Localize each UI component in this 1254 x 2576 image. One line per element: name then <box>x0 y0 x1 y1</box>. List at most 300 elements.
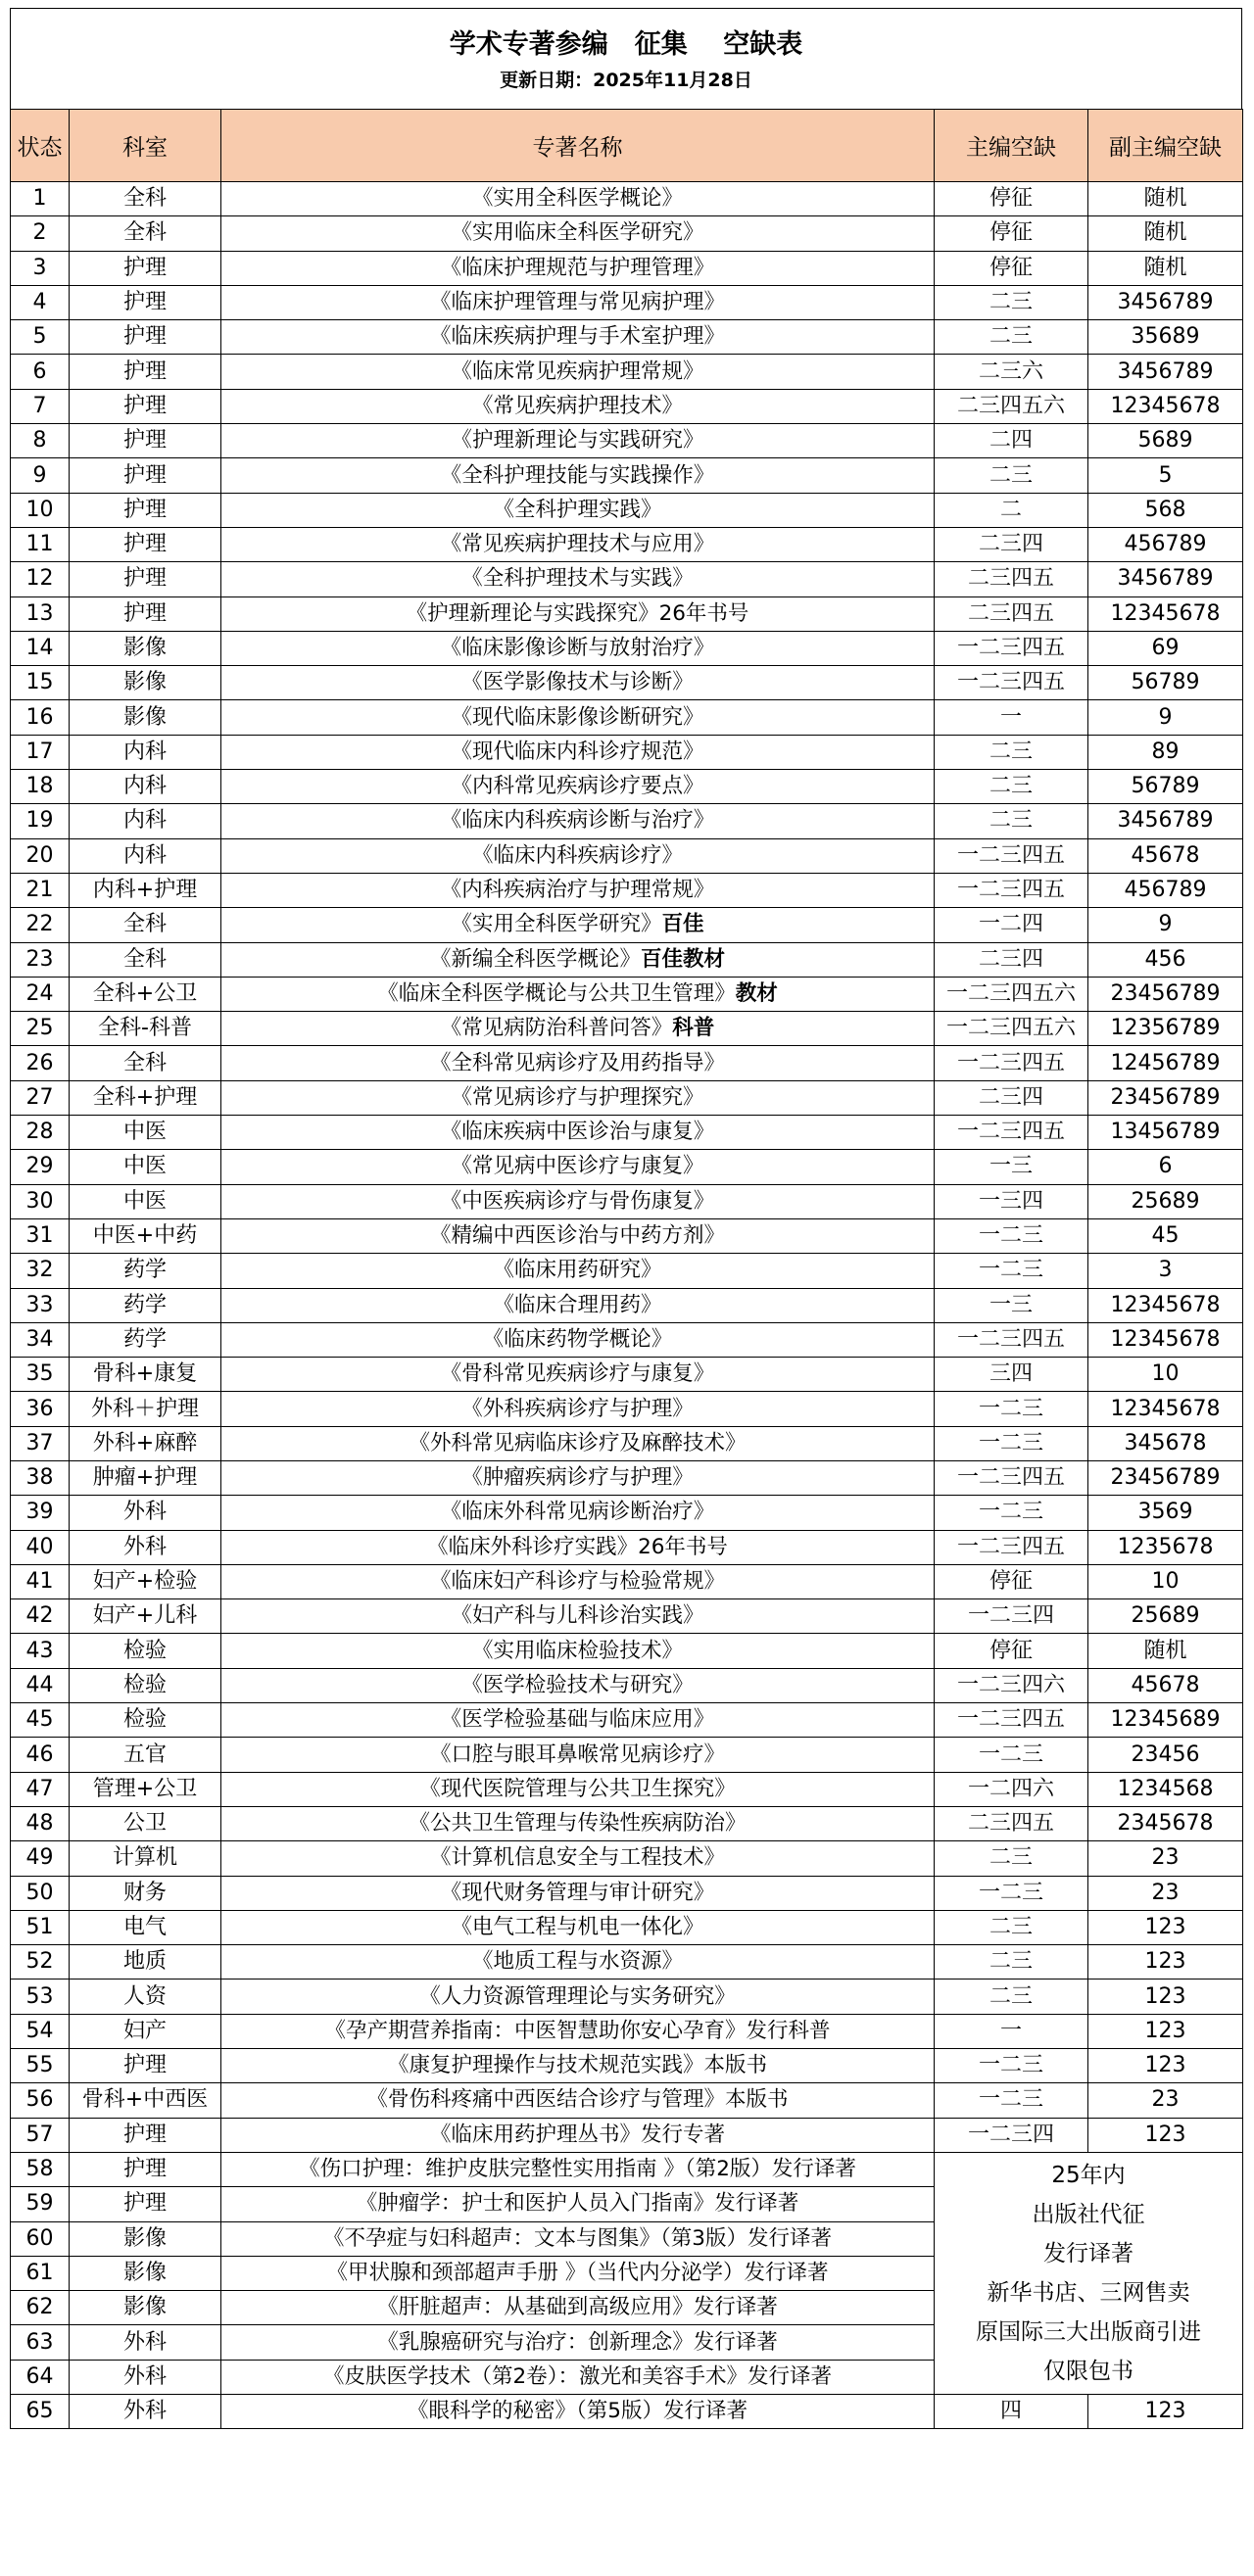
row-title-text: 《皮肤医学技术（第2卷）：激光和美容手术》发行译著 <box>323 2363 832 2389</box>
row-dept: 影像 <box>70 2291 221 2325</box>
translation-note-line: 新华书店、三网售卖 <box>987 2279 1190 2306</box>
row-title-text: 《常见病诊疗与护理探究》 <box>451 1084 704 1110</box>
row-title <box>221 320 935 355</box>
row-deputy-vacancy: 12456789 <box>1088 1046 1243 1080</box>
row-title-text: 《常见病中医诊疗与康复》 <box>451 1154 704 1179</box>
row-number: 59 <box>11 2187 70 2221</box>
row-number: 22 <box>11 908 70 942</box>
row-deputy-vacancy: 35689 <box>1088 320 1243 355</box>
row-title <box>221 1012 935 1046</box>
row-title <box>221 527 935 561</box>
row-deputy-vacancy: 23 <box>1088 1876 1243 1910</box>
row-editor-vacancy: 一二三四五 <box>935 666 1088 700</box>
row-dept: 中医 <box>70 1184 221 1218</box>
row-number: 48 <box>11 1806 70 1840</box>
row-dept: 全科 <box>70 942 221 977</box>
row-title <box>221 1392 935 1426</box>
row-title <box>221 1288 935 1322</box>
row-title-text: 《精编中西医诊治与中药方剂》 <box>429 1223 725 1249</box>
row-editor-vacancy: 二三四五 <box>935 1806 1088 1840</box>
row-dept: 计算机 <box>70 1841 221 1876</box>
row-number: 39 <box>11 1496 70 1530</box>
table-row <box>11 1599 1243 1634</box>
row-deputy-vacancy: 45 <box>1088 1218 1243 1253</box>
table-row <box>11 2118 1243 2152</box>
row-editor-vacancy: 一二三四五六 <box>935 1012 1088 1046</box>
row-deputy-vacancy: 9 <box>1088 700 1243 735</box>
table-row <box>11 1426 1243 1460</box>
table-row <box>11 1460 1243 1495</box>
row-title <box>221 1564 935 1598</box>
row-deputy-vacancy: 56789 <box>1088 666 1243 700</box>
row-deputy-vacancy: 1234568 <box>1088 1772 1243 1806</box>
row-deputy-vacancy: 3456789 <box>1088 562 1243 596</box>
row-dept: 五官 <box>70 1738 221 1772</box>
row-editor-vacancy: 二三 <box>935 770 1088 804</box>
row-title-text: 《外科常见病临床诊疗及麻醉技术》 <box>409 1430 747 1455</box>
row-number: 34 <box>11 1322 70 1357</box>
row-dept: 外科 <box>70 2325 221 2360</box>
row-dept: 影像 <box>70 700 221 735</box>
translation-note <box>935 2152 1243 2394</box>
row-deputy-vacancy: 12345678 <box>1088 389 1243 423</box>
row-title <box>221 1322 935 1357</box>
row-dept: 影像 <box>70 2256 221 2290</box>
row-dept: 内科 <box>70 838 221 873</box>
row-title <box>221 1150 935 1184</box>
row-title-text: 《临床内科疾病诊疗》 <box>471 842 683 868</box>
row-deputy-vacancy: 23456 <box>1088 1738 1243 1772</box>
row-dept: 护理 <box>70 2118 221 2152</box>
table-row <box>11 1738 1243 1772</box>
row-number: 37 <box>11 1426 70 1460</box>
row-title <box>221 2256 935 2290</box>
row-title <box>221 838 935 873</box>
row-dept: 影像 <box>70 631 221 665</box>
table-row <box>11 2014 1243 2048</box>
row-title <box>221 977 935 1011</box>
row-deputy-vacancy: 123 <box>1088 1945 1243 1980</box>
row-title <box>221 700 935 735</box>
row-deputy-vacancy: 123 <box>1088 1910 1243 1944</box>
row-number: 21 <box>11 873 70 907</box>
row-deputy-vacancy: 23 <box>1088 1841 1243 1876</box>
row-number: 62 <box>11 2291 70 2325</box>
row-number: 16 <box>11 700 70 735</box>
row-dept: 内科+护理 <box>70 873 221 907</box>
row-title <box>221 1668 935 1702</box>
row-title-text: 《实用全科医学研究》 <box>451 912 662 937</box>
row-dept: 骨科+康复 <box>70 1358 221 1392</box>
row-editor-vacancy: 一二三四五 <box>935 1116 1088 1150</box>
row-deputy-vacancy: 456789 <box>1088 873 1243 907</box>
row-title-text: 《全科护理实践》 <box>493 497 662 522</box>
row-editor-vacancy: 二三 <box>935 804 1088 838</box>
row-editor-vacancy: 一二三四五 <box>935 1322 1088 1357</box>
row-title <box>221 1703 935 1738</box>
table-row <box>11 251 1243 285</box>
row-editor-vacancy: 一二三四六 <box>935 1668 1088 1702</box>
row-number: 44 <box>11 1668 70 1702</box>
row-title-text: 《伤口护理：维护皮肤完整性实用指南 》（第2版）发行译著 <box>299 2157 856 2182</box>
row-dept: 药学 <box>70 1288 221 1322</box>
row-dept: 护理 <box>70 2049 221 2083</box>
row-title <box>221 666 935 700</box>
row-editor-vacancy: 一二三四五 <box>935 1530 1088 1564</box>
row-deputy-vacancy: 5 <box>1088 458 1243 493</box>
table-row <box>11 1980 1243 2014</box>
table-row <box>11 2083 1243 2118</box>
row-deputy-vacancy: 3569 <box>1088 1496 1243 1530</box>
row-deputy-vacancy: 25689 <box>1088 1599 1243 1634</box>
row-number: 58 <box>11 2152 70 2186</box>
row-title-text: 《内科疾病治疗与护理常规》 <box>440 878 715 903</box>
row-number: 30 <box>11 1184 70 1218</box>
row-deputy-vacancy: 12356789 <box>1088 1012 1243 1046</box>
row-number: 38 <box>11 1460 70 1495</box>
row-title <box>221 908 935 942</box>
row-number: 46 <box>11 1738 70 1772</box>
row-title <box>221 424 935 458</box>
table-row <box>11 1564 1243 1598</box>
table-row <box>11 977 1243 1011</box>
row-editor-vacancy: 停征 <box>935 1564 1088 1598</box>
row-deputy-vacancy: 随机 <box>1088 182 1243 216</box>
row-editor-vacancy: 停征 <box>935 251 1088 285</box>
row-title-text: 《肿瘤学：护士和医护人员入门指南》发行译著 <box>356 2191 799 2217</box>
row-title-text: 《新编全科医学概论》 <box>429 946 641 972</box>
row-number: 33 <box>11 1288 70 1322</box>
row-editor-vacancy: 一二三四五 <box>935 838 1088 873</box>
row-dept: 护理 <box>70 562 221 596</box>
row-editor-vacancy: 一二四六 <box>935 1772 1088 1806</box>
table-row <box>11 700 1243 735</box>
row-title-text: 《临床外科诊疗实践》26年书号 <box>427 1534 728 1559</box>
col-editor: 主编空缺 <box>935 110 1088 182</box>
row-editor-vacancy: 一二三四五 <box>935 873 1088 907</box>
col-dept: 科室 <box>70 110 221 182</box>
row-dept: 电气 <box>70 1910 221 1944</box>
row-title <box>221 1460 935 1495</box>
row-title-text: 《眼科学的秘密》（第5版）发行译著 <box>408 2399 748 2424</box>
sheet <box>10 8 1242 2429</box>
row-editor-vacancy: 一二三 <box>935 2049 1088 2083</box>
row-title <box>221 2118 935 2152</box>
row-title-text: 《常见疾病护理技术》 <box>471 393 683 418</box>
table-row <box>11 1358 1243 1392</box>
row-title-tag: 百佳教材 <box>641 946 726 972</box>
row-editor-vacancy: 二三 <box>935 458 1088 493</box>
row-title <box>221 1116 935 1150</box>
table-row <box>11 1806 1243 1840</box>
translation-note-line: 发行译著 <box>1043 2240 1133 2266</box>
row-dept: 检验 <box>70 1668 221 1702</box>
row-title-text: 《临床妇产科诊疗与检验常规》 <box>429 1569 725 1595</box>
row-dept: 护理 <box>70 527 221 561</box>
row-title <box>221 1358 935 1392</box>
row-editor-vacancy: 二四 <box>935 424 1088 458</box>
row-deputy-vacancy: 23456789 <box>1088 1080 1243 1115</box>
table-row <box>11 1150 1243 1184</box>
row-title-text: 《骨伤科疼痛中西医结合诊疗与管理》本版书 <box>366 2087 789 2113</box>
row-title <box>221 1980 935 2014</box>
row-editor-vacancy: 二三四五 <box>935 562 1088 596</box>
row-title-text: 《临床疾病护理与手术室护理》 <box>429 324 725 350</box>
row-deputy-vacancy: 123 <box>1088 2395 1243 2429</box>
row-number: 27 <box>11 1080 70 1115</box>
row-dept: 公卫 <box>70 1806 221 1840</box>
row-dept: 中医 <box>70 1116 221 1150</box>
row-number: 15 <box>11 666 70 700</box>
row-title-text: 《医学检验技术与研究》 <box>461 1672 694 1697</box>
row-deputy-vacancy: 3 <box>1088 1254 1243 1288</box>
col-title: 专著名称 <box>221 110 935 182</box>
row-number: 10 <box>11 493 70 527</box>
translation-note-line: 仅限包书 <box>1043 2358 1133 2384</box>
row-editor-vacancy: 一二三四 <box>935 1599 1088 1634</box>
row-deputy-vacancy: 56789 <box>1088 770 1243 804</box>
table-row <box>11 562 1243 596</box>
row-editor-vacancy: 二三四 <box>935 527 1088 561</box>
row-dept: 护理 <box>70 251 221 285</box>
row-title <box>221 1738 935 1772</box>
table-row <box>11 1634 1243 1668</box>
row-title-text: 《妇产科与儿科诊治实践》 <box>451 1603 704 1629</box>
row-number: 54 <box>11 2014 70 2048</box>
row-number: 12 <box>11 562 70 596</box>
row-title-text: 《实用全科医学概论》 <box>471 186 683 212</box>
translation-note-line: 出版社代征 <box>1032 2201 1145 2227</box>
row-dept: 内科 <box>70 804 221 838</box>
row-deputy-vacancy: 568 <box>1088 493 1243 527</box>
row-title <box>221 2360 935 2394</box>
table-row <box>11 320 1243 355</box>
row-dept: 外科 <box>70 2360 221 2394</box>
row-editor-vacancy: 二三六 <box>935 355 1088 389</box>
row-number: 7 <box>11 389 70 423</box>
table-row <box>11 389 1243 423</box>
row-deputy-vacancy: 6 <box>1088 1150 1243 1184</box>
row-title <box>221 355 935 389</box>
row-deputy-vacancy: 随机 <box>1088 251 1243 285</box>
row-dept: 护理 <box>70 493 221 527</box>
table-row <box>11 458 1243 493</box>
row-number: 26 <box>11 1046 70 1080</box>
row-editor-vacancy: 一二三 <box>935 1876 1088 1910</box>
row-title-text: 《肝脏超声：从基础到高级应用》发行译著 <box>377 2295 778 2320</box>
table-row <box>11 1772 1243 1806</box>
row-title-tag: 教材 <box>735 980 778 1006</box>
row-dept: 护理 <box>70 596 221 631</box>
row-dept: 中医+中药 <box>70 1218 221 1253</box>
row-deputy-vacancy: 123 <box>1088 1980 1243 2014</box>
row-deputy-vacancy: 23 <box>1088 2083 1243 2118</box>
row-number: 31 <box>11 1218 70 1253</box>
row-title-text: 《肿瘤疾病诊疗与护理》 <box>461 1465 694 1491</box>
row-dept: 妇产 <box>70 2014 221 2048</box>
table-row <box>11 1184 1243 1218</box>
table-row <box>11 873 1243 907</box>
row-editor-vacancy: 停征 <box>935 1634 1088 1668</box>
row-title <box>221 942 935 977</box>
table-row <box>11 1322 1243 1357</box>
row-dept: 妇产+检验 <box>70 1564 221 1598</box>
row-deputy-vacancy: 10 <box>1088 1358 1243 1392</box>
row-editor-vacancy: 一三四 <box>935 1184 1088 1218</box>
row-title <box>221 1910 935 1944</box>
row-title <box>221 1806 935 1840</box>
row-number: 8 <box>11 424 70 458</box>
row-editor-vacancy: 一三 <box>935 1288 1088 1322</box>
row-title <box>221 1945 935 1980</box>
row-number: 42 <box>11 1599 70 1634</box>
row-title <box>221 1046 935 1080</box>
row-title-text: 《临床药物学概论》 <box>482 1326 673 1352</box>
row-editor-vacancy: 停征 <box>935 182 1088 216</box>
row-dept: 检验 <box>70 1703 221 1738</box>
translation-note-line: 原国际三大出版商引进 <box>976 2318 1201 2345</box>
row-editor-vacancy: 一二三 <box>935 2083 1088 2118</box>
row-number: 2 <box>11 216 70 251</box>
row-number: 25 <box>11 1012 70 1046</box>
monograph-table <box>10 109 1243 2429</box>
row-deputy-vacancy: 123 <box>1088 2118 1243 2152</box>
row-number: 36 <box>11 1392 70 1426</box>
row-title <box>221 735 935 769</box>
row-editor-vacancy: 二三 <box>935 320 1088 355</box>
row-dept: 护理 <box>70 355 221 389</box>
row-title-tag: 科普 <box>672 1016 715 1041</box>
row-title-text: 《内科常见疾病诊疗要点》 <box>451 774 704 799</box>
table-row <box>11 182 1243 216</box>
row-title-text: 《临床全科医学概论与公共卫生管理》 <box>377 980 736 1006</box>
row-title <box>221 1841 935 1876</box>
row-deputy-vacancy: 3456789 <box>1088 285 1243 319</box>
row-editor-vacancy: 一二三 <box>935 1426 1088 1460</box>
row-title <box>221 2221 935 2256</box>
row-title-text: 《临床用药研究》 <box>493 1258 662 1283</box>
row-title <box>221 1426 935 1460</box>
row-title-text: 《常见疾病护理技术与应用》 <box>440 532 715 557</box>
row-title-text: 《人力资源管理理论与实务研究》 <box>419 1983 736 2009</box>
table-row <box>11 770 1243 804</box>
row-title-text: 《护理新理论与实践研究》 <box>451 428 704 453</box>
row-deputy-vacancy: 12345689 <box>1088 1703 1243 1738</box>
row-dept: 骨科+中西医 <box>70 2083 221 2118</box>
row-title <box>221 2152 935 2186</box>
row-editor-vacancy: 一二三四五 <box>935 1703 1088 1738</box>
row-editor-vacancy: 一二三四五 <box>935 1046 1088 1080</box>
row-title <box>221 2291 935 2325</box>
row-title-tag: 百佳 <box>661 912 704 937</box>
row-dept: 护理 <box>70 424 221 458</box>
row-title <box>221 1254 935 1288</box>
row-editor-vacancy: 一二三 <box>935 1254 1088 1288</box>
row-title-text: 《实用临床全科医学研究》 <box>451 220 704 246</box>
row-title <box>221 458 935 493</box>
row-number: 60 <box>11 2221 70 2256</box>
row-number: 57 <box>11 2118 70 2152</box>
row-dept: 全科 <box>70 1046 221 1080</box>
row-number: 65 <box>11 2395 70 2429</box>
row-title <box>221 873 935 907</box>
row-number: 29 <box>11 1150 70 1184</box>
row-title <box>221 493 935 527</box>
row-dept: 护理 <box>70 2187 221 2221</box>
row-number: 9 <box>11 458 70 493</box>
row-title-text: 《实用临床检验技术》 <box>471 1638 683 1663</box>
row-dept: 外科 <box>70 1496 221 1530</box>
row-deputy-vacancy: 45678 <box>1088 1668 1243 1702</box>
table-row <box>11 1910 1243 1944</box>
row-dept: 人资 <box>70 1980 221 2014</box>
row-title-text: 《电气工程与机电一体化》 <box>451 1914 704 1939</box>
row-title-text: 《临床用药护理丛书》发行专著 <box>429 2122 725 2147</box>
row-number: 19 <box>11 804 70 838</box>
row-dept: 管理+公卫 <box>70 1772 221 1806</box>
row-number: 23 <box>11 942 70 977</box>
row-dept: 中医 <box>70 1150 221 1184</box>
row-title-text: 《现代临床内科诊疗规范》 <box>451 739 704 764</box>
table-row <box>11 2395 1243 2429</box>
table-row <box>11 1496 1243 1530</box>
row-dept: 全科+公卫 <box>70 977 221 1011</box>
row-title-text: 《全科护理技能与实践操作》 <box>440 462 715 488</box>
row-dept: 检验 <box>70 1634 221 1668</box>
row-dept: 外科 <box>70 1530 221 1564</box>
row-number: 41 <box>11 1564 70 1598</box>
row-editor-vacancy: 一二四 <box>935 908 1088 942</box>
table-row <box>11 2152 1243 2186</box>
row-editor-vacancy: 二三 <box>935 1980 1088 2014</box>
row-dept: 药学 <box>70 1254 221 1288</box>
row-title-text: 《乳腺癌研究与治疗：创新理念》发行译著 <box>377 2329 778 2355</box>
row-number: 40 <box>11 1530 70 1564</box>
row-title-text: 《现代财务管理与审计研究》 <box>440 1880 715 1905</box>
row-editor-vacancy: 二 <box>935 493 1088 527</box>
row-title-text: 《临床影像诊断与放射治疗》 <box>440 636 715 660</box>
row-dept: 全科 <box>70 182 221 216</box>
row-number: 17 <box>11 735 70 769</box>
row-editor-vacancy: 二三 <box>935 1841 1088 1876</box>
row-deputy-vacancy: 123 <box>1088 2049 1243 2083</box>
row-dept: 全科+护理 <box>70 1080 221 1115</box>
row-editor-vacancy: 一二三 <box>935 1218 1088 1253</box>
row-number: 35 <box>11 1358 70 1392</box>
row-editor-vacancy: 一二三 <box>935 1392 1088 1426</box>
table-row <box>11 838 1243 873</box>
table-row <box>11 2049 1243 2083</box>
row-dept: 全科 <box>70 908 221 942</box>
row-title-text: 《全科护理技术与实践》 <box>461 566 694 592</box>
page-title: 学术专著参编 征集 空缺表 <box>449 29 803 60</box>
row-deputy-vacancy: 1235678 <box>1088 1530 1243 1564</box>
row-deputy-vacancy: 随机 <box>1088 216 1243 251</box>
row-dept: 全科 <box>70 216 221 251</box>
table-row <box>11 493 1243 527</box>
row-deputy-vacancy: 随机 <box>1088 1634 1243 1668</box>
row-title-text: 《口腔与眼耳鼻喉常见病诊疗》 <box>429 1741 725 1767</box>
row-editor-vacancy: 一二三四五 <box>935 631 1088 665</box>
row-deputy-vacancy: 123 <box>1088 2014 1243 2048</box>
row-number: 55 <box>11 2049 70 2083</box>
row-title-text: 《康复护理操作与技术规范实践》本版书 <box>387 2053 767 2078</box>
row-deputy-vacancy: 3456789 <box>1088 804 1243 838</box>
table-row <box>11 1945 1243 1980</box>
row-title <box>221 1876 935 1910</box>
row-title-text: 《临床护理管理与常见病护理》 <box>429 290 725 315</box>
row-number: 61 <box>11 2256 70 2290</box>
